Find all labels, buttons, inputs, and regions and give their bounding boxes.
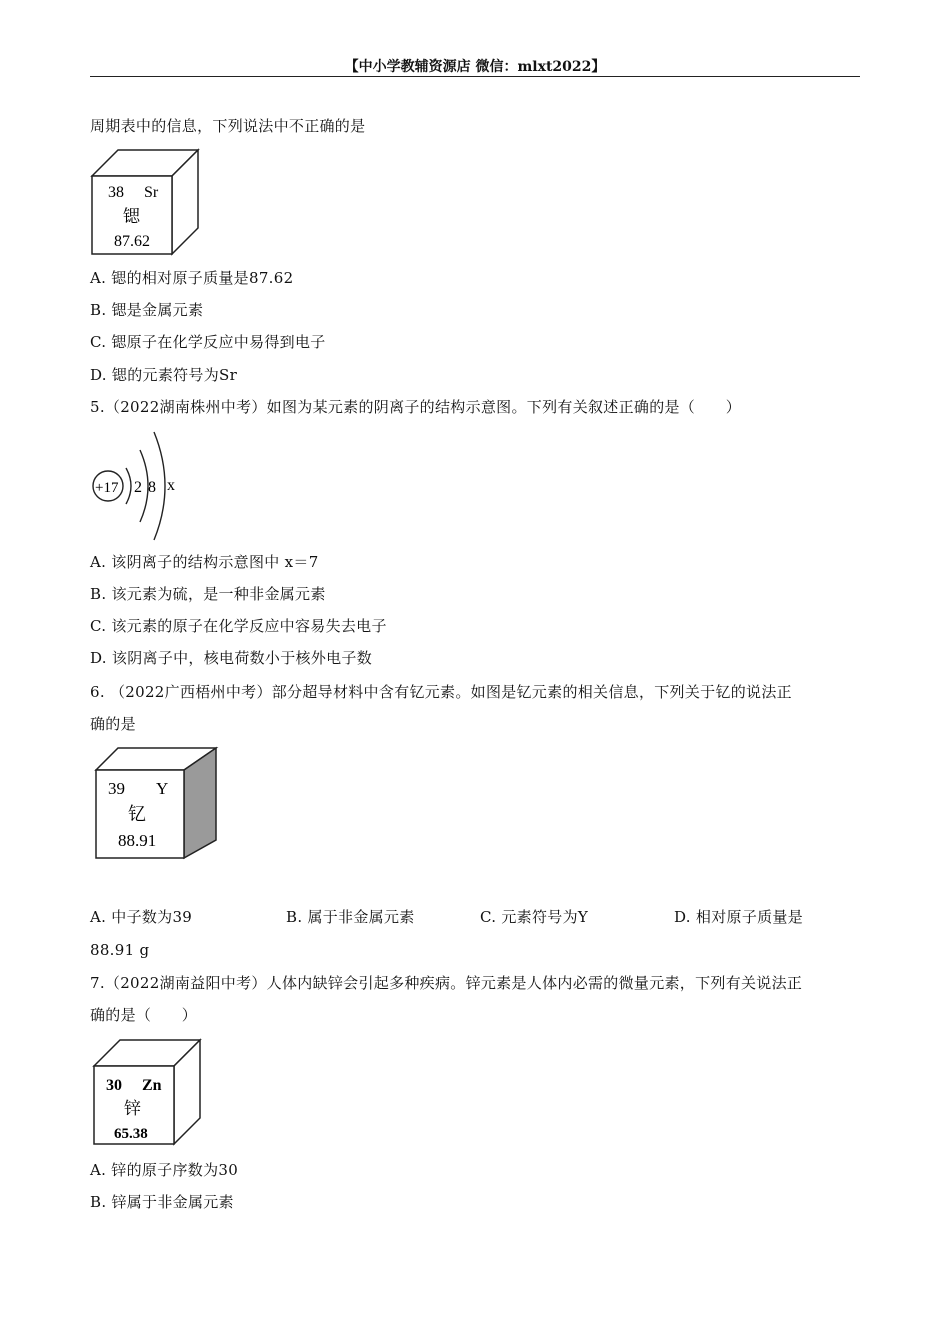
shell-3-electrons: x <box>167 477 175 494</box>
y-atomic-mass: 88.91 <box>118 831 157 850</box>
y-symbol: Y <box>156 779 169 798</box>
zn-name: 锌 <box>124 1099 141 1118</box>
q7-stem-line2: 确的是（ ） <box>90 1006 198 1024</box>
sr-atomic-mass: 87.62 <box>114 233 150 250</box>
nucleus-charge: +17 <box>95 480 119 496</box>
ion-structure-diagram <box>90 428 190 544</box>
zn-atomic-number: 30 <box>106 1077 122 1094</box>
y-name: 钇 <box>128 804 146 824</box>
shell-2-electrons: 8 <box>148 479 156 496</box>
header-divider <box>90 76 860 77</box>
q5-option-a: A. 该阴离子的结构示意图中 x＝7 <box>90 553 319 571</box>
y-atomic-number: 39 <box>108 779 125 798</box>
q4-option-c: C. 锶原子在化学反应中易得到电子 <box>90 333 326 351</box>
q6-option-a: A. 中子数为39 <box>90 908 193 926</box>
q4-stem: 周期表中的信息，下列说法中不正确的是 <box>90 117 366 135</box>
q6-stem-line2: 确的是 <box>90 715 136 733</box>
q7-option-a: A. 锌的原子序数为30 <box>90 1161 239 1179</box>
q4-option-b: B. 锶是金属元素 <box>90 301 204 319</box>
q7-stem-line1: 7.（2022湖南益阳中考）人体内缺锌会引起多种疾病。锌元素是人体内必需的微量元素，下列有关说法正 <box>90 974 803 992</box>
q5-option-b: B. 该元素为硫，是一种非金属元素 <box>90 585 326 603</box>
q6-option-d: D. 相对原子质量是 <box>674 908 804 926</box>
q4-option-a: A. 锶的相对原子质量是87.62 <box>90 269 294 287</box>
q5-option-d: D. 该阴离子中，核电荷数小于核外电子数 <box>90 649 373 667</box>
sr-symbol: Sr <box>144 184 159 201</box>
strontium-element-card <box>90 148 202 256</box>
yttrium-element-card <box>94 746 220 862</box>
q7-option-b: B. 锌属于非金属元素 <box>90 1193 234 1211</box>
q6-option-c: C. 元素符号为Y <box>480 908 589 926</box>
page-header: 【中小学教辅资源店 微信：mlxt2022】 <box>344 59 606 75</box>
sr-atomic-number: 38 <box>108 184 124 201</box>
q5-stem: 5.（2022湖南株州中考）如图为某元素的阴离子的结构示意图。下列有关叙述正确的是（ ） <box>90 398 741 416</box>
q5-option-c: C. 该元素的原子在化学反应中容易失去电子 <box>90 617 387 635</box>
zn-symbol: Zn <box>142 1077 162 1094</box>
q6-option-d-continued: 88.91 g <box>90 941 150 959</box>
shell-1-electrons: 2 <box>134 479 142 496</box>
q4-option-d: D. 锶的元素符号为Sr <box>90 366 238 384</box>
zn-atomic-mass: 65.38 <box>114 1126 148 1142</box>
q6-option-b: B. 属于非金属元素 <box>286 908 415 926</box>
q6-stem-line1: 6. （2022广西梧州中考）部分超导材料中含有钇元素。如图是钇元素的相关信息，下列关于钇的说法正 <box>90 683 792 701</box>
sr-name: 锶 <box>123 207 140 226</box>
zinc-element-card <box>92 1038 204 1146</box>
